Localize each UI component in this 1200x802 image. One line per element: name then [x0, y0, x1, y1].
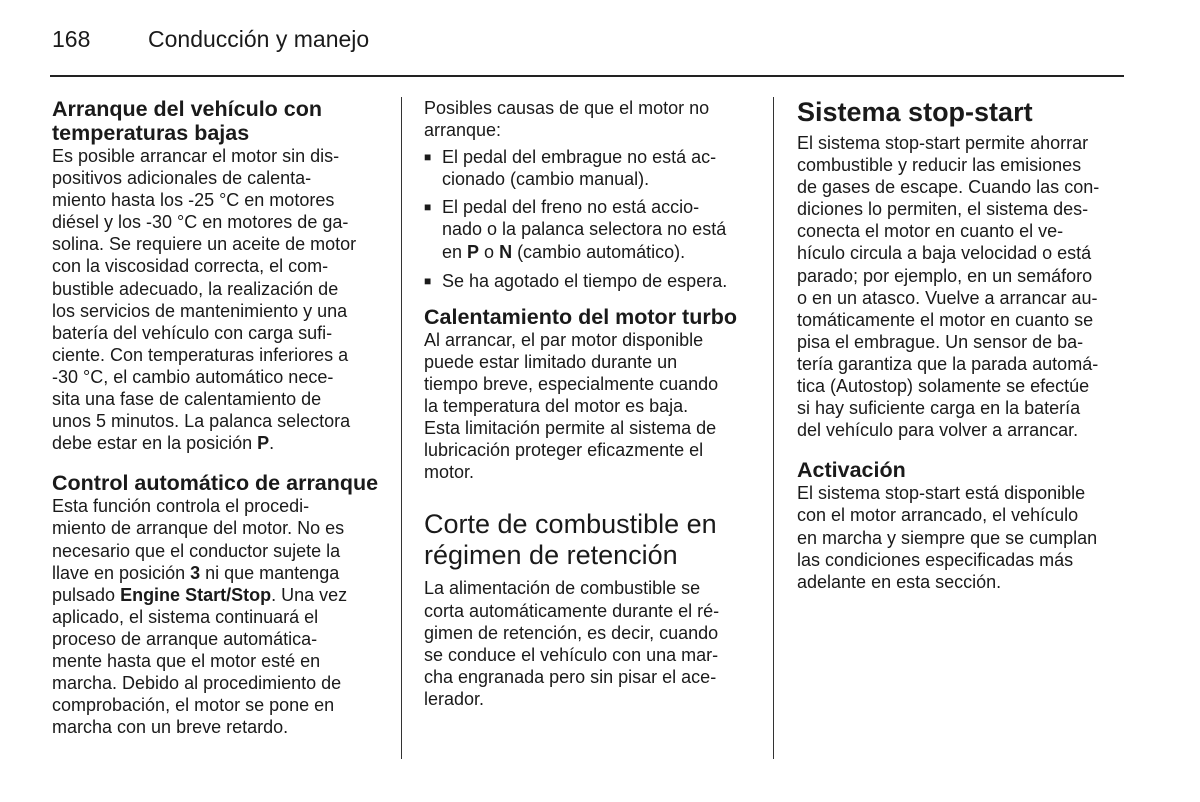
text-line: tería garantiza que la parada automá- — [797, 353, 1099, 374]
list-item — [424, 270, 764, 292]
text-span: ni que mantenga — [200, 562, 340, 583]
text-line: Posibles causas de que el motor no — [424, 98, 710, 118]
text-span: llave en posición — [52, 562, 191, 583]
text-line: tiempo breve, especialmente cuando — [424, 373, 719, 394]
text-line: El sistema stop-start permite ahorrar — [797, 133, 1089, 153]
text-line: bustible adecuado, la realización de — [52, 278, 339, 299]
heading-activation: Activación — [797, 458, 906, 483]
text-line: corta automáticamente durante el ré- — [424, 600, 720, 621]
text-line: arranque: — [424, 120, 502, 141]
text-line: positivos adicionales de calenta- — [52, 168, 312, 189]
text-line: combustible y reducir las emisiones — [797, 155, 1082, 176]
activation-text — [797, 482, 1137, 592]
list-item — [424, 196, 764, 262]
text-line: Esta limitación permite al sistema de — [424, 418, 717, 439]
heading-stop-start-system: Sistema stop-start — [797, 97, 1033, 127]
text-line: comprobación, el motor se pone en — [52, 695, 335, 716]
text-line: El pedal del freno no está accio- — [442, 197, 700, 218]
text-line: hículo circula a baja velocidad o está — [797, 243, 1092, 264]
heading-turbo-warmup: Calentamiento del motor turbo — [424, 304, 737, 329]
text-span: . — [269, 433, 275, 454]
text-line: batería del vehículo con carga sufi- — [52, 322, 333, 343]
bullet-icon: ■ — [424, 150, 432, 165]
text-line: Se ha agotado el tiempo de espera. — [442, 270, 728, 291]
text-line: las condiciones especificadas más — [797, 549, 1074, 570]
text-line: Al arrancar, el par motor disponible — [424, 329, 704, 350]
gear-position-n: N — [499, 241, 513, 262]
text-line: del vehículo para volver a arrancar. — [797, 420, 1079, 441]
section-title: Conducción y manejo — [148, 26, 370, 52]
heading-line: Corte de combustible en — [424, 509, 717, 540]
turbo-warmup-text — [424, 329, 764, 484]
page-number: 168 — [52, 26, 91, 52]
heading-fuel-cutoff — [424, 509, 764, 571]
cold-start-text — [52, 145, 392, 454]
text-line — [442, 241, 726, 263]
text-span: pulsado — [52, 584, 121, 605]
column-divider-1 — [401, 97, 402, 759]
text-line: La alimentación de combustible se — [424, 578, 701, 599]
text-line: o en un atasco. Vuelve a arrancar au- — [797, 287, 1098, 308]
text-line: aplicado, el sistema continuará el — [52, 606, 319, 627]
text-line: miento hasta los -25 °C en motores — [52, 190, 335, 211]
text-line: marcha con un breve retardo. — [52, 717, 289, 738]
bullet-icon: ■ — [424, 273, 432, 288]
auto-start-text — [52, 495, 392, 738]
text-line: motor. — [424, 462, 475, 483]
heading-line: régimen de retención — [424, 540, 678, 571]
text-line: marcha. Debido al procedimiento de — [52, 673, 342, 694]
possible-causes-intro — [424, 97, 764, 141]
text-line: necesario que el conductor sujete la — [52, 540, 341, 561]
text-line: ciente. Con temperaturas inferiores a — [52, 344, 349, 365]
column-1 — [52, 97, 392, 738]
text-line: cha engranada pero sin pisar el ace- — [424, 666, 717, 687]
text-line: si hay suficiente carga en la batería — [797, 398, 1081, 419]
text-line: pisa el embrague. Un sensor de ba- — [797, 331, 1084, 352]
text-line: con la viscosidad correcta, el com- — [52, 256, 329, 277]
text-line — [52, 432, 392, 454]
text-line: Es posible arrancar el motor sin dis- — [52, 146, 340, 166]
gear-position-p: P — [467, 241, 480, 262]
text-line — [52, 562, 392, 584]
header-rule — [50, 75, 1124, 77]
text-line: conecta el motor en cuanto el ve- — [797, 221, 1064, 242]
text-line: diésel y los -30 °C en motores de ga- — [52, 212, 349, 233]
text-line: diciones lo permiten, el sistema des- — [797, 199, 1089, 220]
column-divider-2 — [773, 97, 774, 759]
column-3 — [797, 97, 1137, 593]
text-line: Esta función controla el procedi- — [52, 496, 310, 517]
text-line — [52, 584, 392, 606]
fuel-cutoff-text — [424, 577, 764, 710]
column-2 — [424, 97, 764, 710]
heading-cold-start: Arranque del vehículo con temperaturas bajas — [52, 97, 322, 145]
gear-position-p: P — [257, 433, 270, 454]
text-line: nado o la palanca selectora no está — [442, 219, 727, 240]
text-line: parado; por ejemplo, en un semáforo — [797, 265, 1093, 286]
text-line: en marcha y siempre que se cumplan — [797, 527, 1098, 548]
text-span: (cambio automático). — [512, 241, 686, 262]
text-line: se conduce el vehículo con una mar- — [424, 644, 719, 665]
text-line: lubricación proteger eficazmente el — [424, 440, 704, 461]
text-line: sita una fase de calentamiento de — [52, 389, 322, 410]
text-line: puede estar limitado durante un — [424, 351, 678, 372]
text-line: con el motor arrancado, el vehículo — [797, 505, 1079, 526]
text-line: El sistema stop-start está disponible — [797, 483, 1086, 504]
stop-start-text — [797, 132, 1137, 441]
text-line: miento de arranque del motor. No es — [52, 518, 345, 539]
engine-start-stop-label: Engine Start/Stop — [120, 584, 272, 605]
key-position-3: 3 — [190, 562, 201, 583]
text-line: adelante en esta sección. — [797, 571, 1002, 592]
text-line: la temperatura del motor es baja. — [424, 396, 689, 417]
text-line: -30 °C, el cambio automático nece- — [52, 366, 334, 387]
text-line: El pedal del embrague no está ac- — [442, 147, 717, 168]
text-line: mente hasta que el motor esté en — [52, 650, 321, 671]
text-line: tica (Autostop) solamente se efectúe — [797, 376, 1090, 397]
text-span: o — [479, 241, 500, 262]
heading-auto-start-control: Control automático de arranque — [52, 471, 379, 496]
bullet-icon: ■ — [424, 200, 432, 215]
text-line: lerador. — [424, 688, 485, 709]
text-span: . Una vez — [271, 584, 348, 605]
text-line: cionado (cambio manual). — [442, 169, 650, 190]
text-span: en — [442, 241, 468, 262]
text-line: solina. Se requiere un aceite de motor — [52, 234, 357, 255]
text-line: gimen de retención, es decir, cuando — [424, 622, 719, 643]
list-item — [424, 146, 764, 190]
text-line: los servicios de mantenimiento y una — [52, 300, 348, 321]
text-line: unos 5 minutos. La palanca selectora — [52, 411, 351, 432]
text-span: debe estar en la posición — [52, 433, 258, 454]
text-line: de gases de escape. Cuando las con- — [797, 177, 1100, 198]
text-line: tomáticamente el motor en cuanto se — [797, 309, 1094, 330]
text-line: proceso de arranque automática- — [52, 628, 318, 649]
